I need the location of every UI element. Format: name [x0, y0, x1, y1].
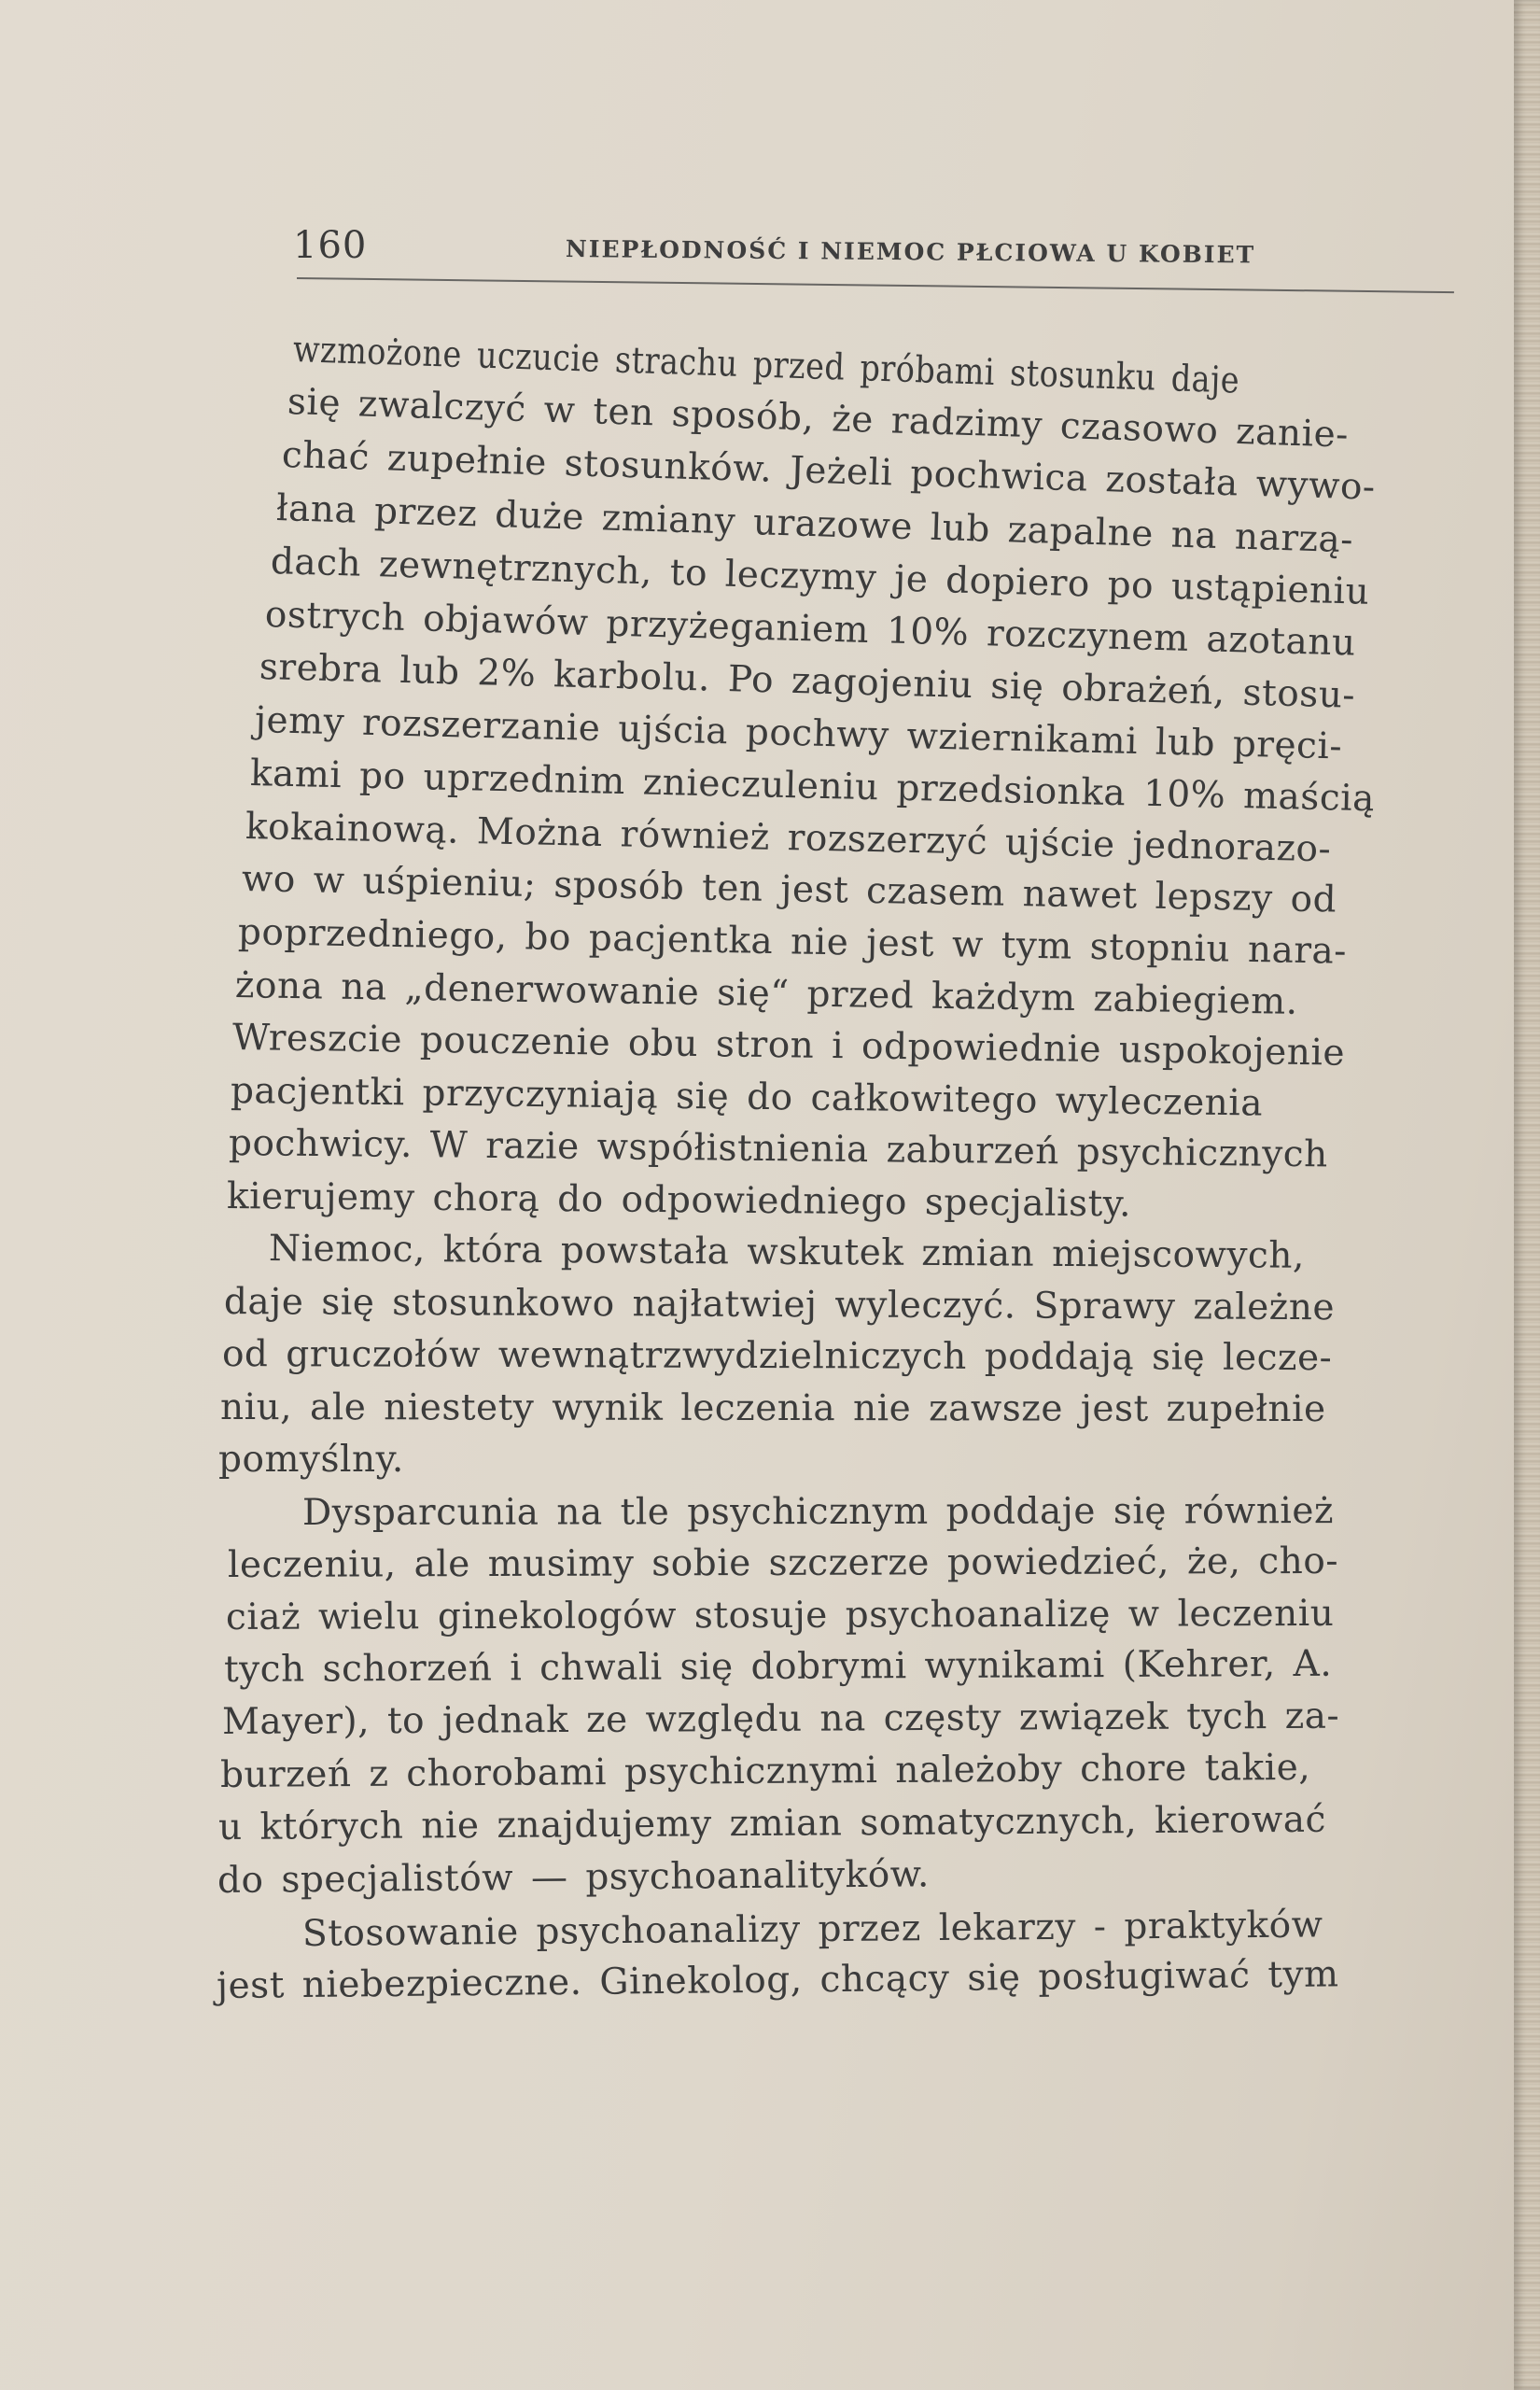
text-line: się zwalczyć w ten sposób, że radzimy czasowo zanie-	[287, 381, 1350, 457]
text-line: pochwicy. W razie współistnienia zaburzeń psychicznych	[228, 1122, 1328, 1176]
text-line: niu, ale niestety wynik leczenia nie zawsze jest zupełnie	[219, 1386, 1326, 1431]
text-line: ciaż wielu ginekologów stosuje psychoanalizę w leczeniu	[225, 1592, 1335, 1638]
text-line: od gruczołów wewnątrzwydzielniczych poddają się lecze-	[221, 1333, 1333, 1380]
text-line: wzmożone uczucie strachu przed próbami stosunku daje	[292, 329, 1240, 402]
text-line: żona na „denerwowanie się“ przed każdym zabiegiem.	[234, 964, 1298, 1023]
text-line: poprzedniego, bo pacjentka nie jest w tym stopniu nara-	[237, 911, 1348, 973]
text-line: leczeniu, ale musimy sobie szczerze powiedzieć, że, cho-	[227, 1539, 1339, 1586]
text-line: wo w uśpieniu; sposób ten jest czasem nawet lepszy od	[241, 858, 1337, 921]
text-line: u których nie znajdujemy zmian somatycznych, kierować	[217, 1798, 1326, 1849]
page-header	[289, 222, 1456, 278]
running-head: NIEPŁODNOŚĆ I NIEMOC PŁCIOWA U KOBIET	[565, 235, 1256, 269]
text-line: jest niebezpieczne. Ginekolog, chcący się posługiwać tym	[216, 1953, 1339, 2007]
text-line: Mayer), to jednak ze względu na częsty związek tych za-	[221, 1694, 1340, 1743]
text-line: kami po uprzednim znieczuleniu przedsionka 10% maścią	[249, 752, 1376, 821]
text-line: jemy rozszerzanie ujścia pochwy wziernikami lub pręci-	[254, 699, 1343, 768]
text-line: pomyślny.	[218, 1439, 404, 1481]
text-line: kokainową. Można również rozszerzyć ujście jednorazo-	[245, 806, 1332, 871]
text-line: kierujemy chorą do odpowiedniego specjalisty.	[226, 1175, 1132, 1226]
text-line: do specjalistów — psychoanalityków.	[217, 1853, 931, 1902]
text-line: daje się stosunkowo najłatwiej wyleczyć. Sprawy zależne	[223, 1281, 1336, 1329]
text-line: Dysparcunia na tle psychicznym poddaje się również	[301, 1490, 1335, 1534]
page-edge	[1514, 0, 1540, 2390]
header-rule	[297, 277, 1454, 293]
page-number: 160	[293, 224, 368, 267]
text-line: Niemoc, która powstała wskutek zmian miejscowych,	[268, 1228, 1305, 1277]
text-line: srebra lub 2% karbolu. Po zagojeniu się obrażeń, stosu-	[259, 646, 1356, 717]
text-line: Stosowanie psychoanalizy przez lekarzy - praktyków	[301, 1904, 1323, 1955]
text-line: chać zupełnie stosunków. Jeżeli pochwica została wywo-	[281, 434, 1377, 509]
text-line: Wreszcie pouczenie obu stron i odpowiednie uspokojenie	[231, 1017, 1346, 1075]
text-line: tych schorzeń i chwali się dobrymi wynikami (Kehrer, A.	[223, 1642, 1333, 1691]
text-line: pacjentki przyczyniają się do całkowitego wyleczenia	[230, 1070, 1264, 1125]
text-line: burzeń z chorobami psychicznymi należoby chore takie,	[219, 1746, 1311, 1796]
text-line: dach zewnętrznych, to leczymy je dopiero po ustąpieniu	[270, 541, 1370, 613]
text-line: łana przez duże zmiany urazowe lub zapalne na narzą-	[275, 487, 1354, 562]
text-line: ostrych objawów przyżeganiem 10% rozczynem azotanu	[264, 594, 1357, 665]
